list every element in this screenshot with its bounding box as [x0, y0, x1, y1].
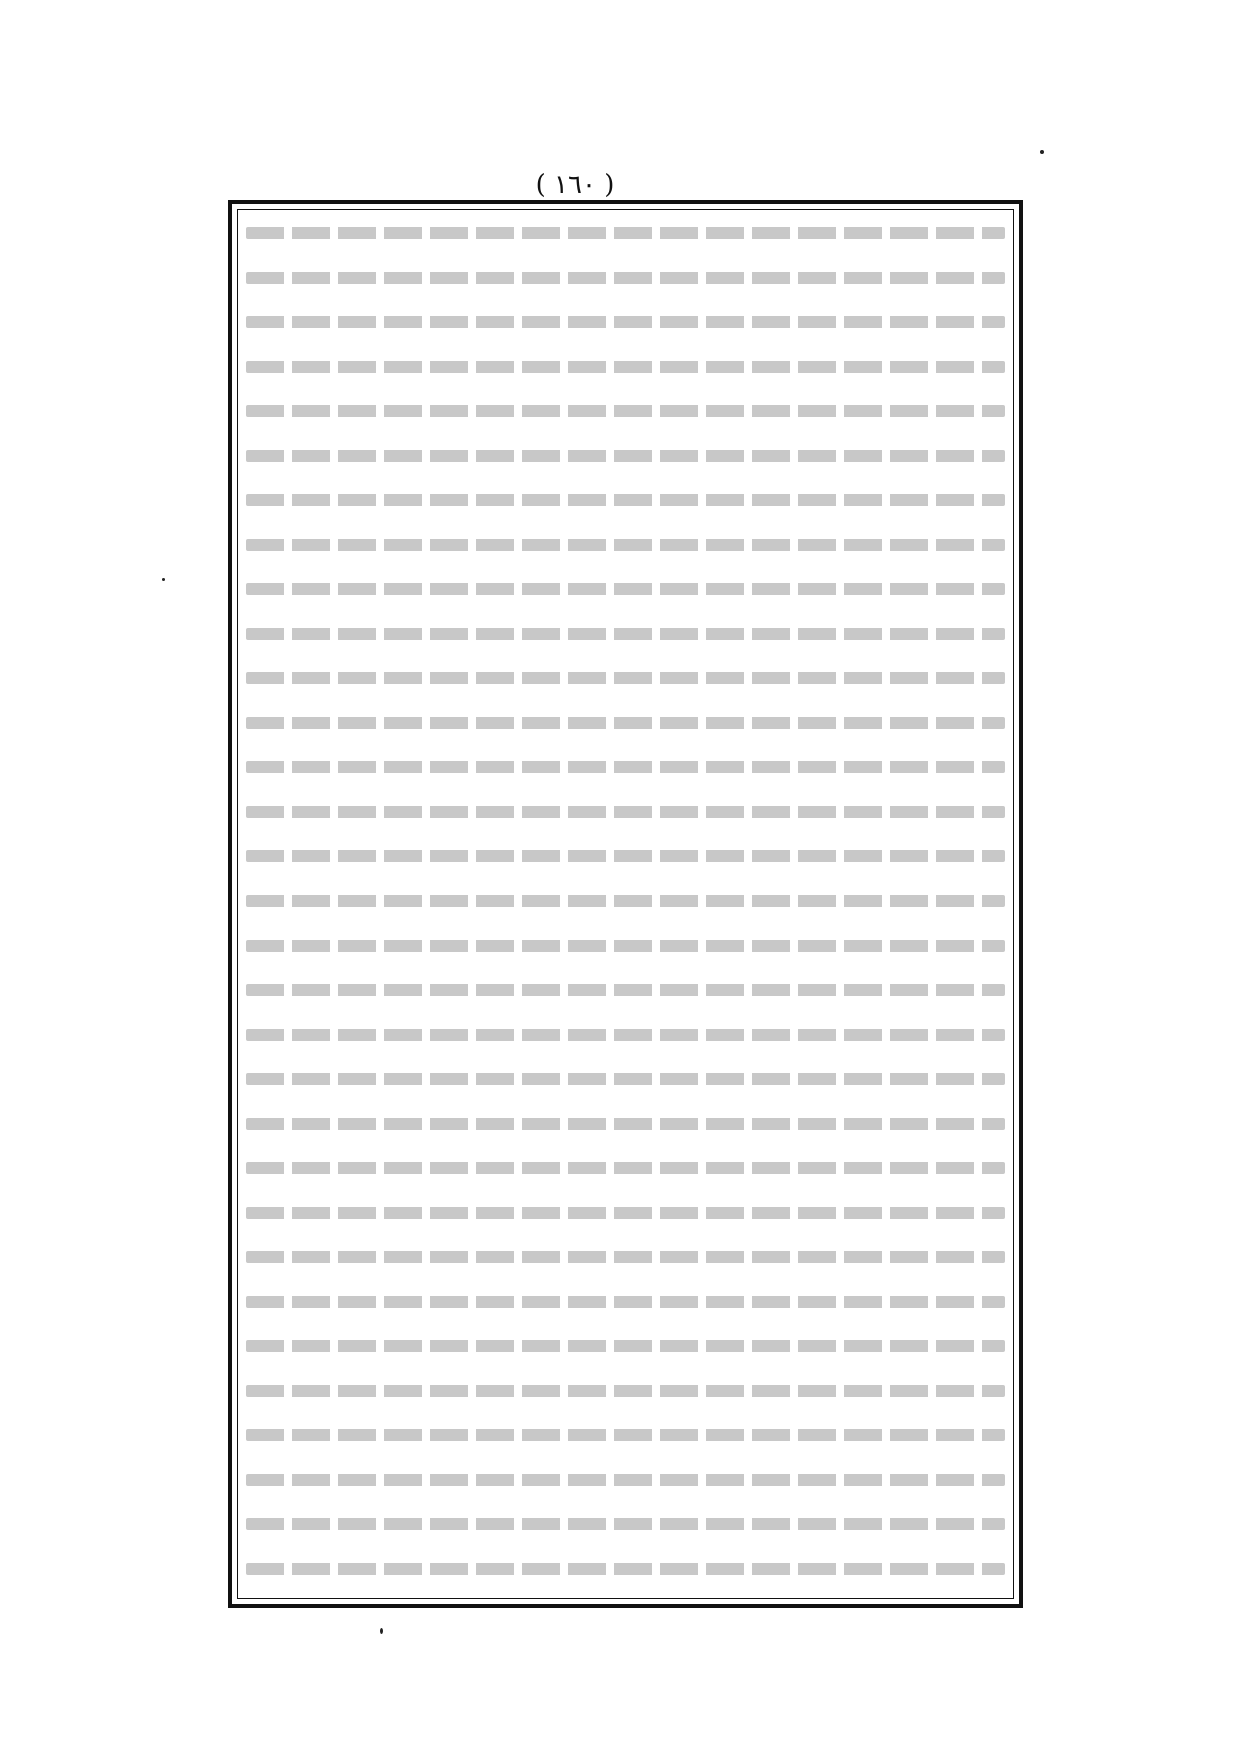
text-line: [246, 530, 1005, 560]
text-line: [246, 619, 1005, 649]
illegible-line-placeholder: [246, 1385, 1005, 1397]
illegible-line-placeholder: [246, 628, 1005, 640]
illegible-line-placeholder: [246, 850, 1005, 862]
text-line: [246, 352, 1005, 382]
illegible-line-placeholder: [246, 539, 1005, 551]
text-line: [246, 663, 1005, 693]
text-line: [246, 708, 1005, 738]
illegible-line-placeholder: [246, 272, 1005, 284]
illegible-line-placeholder: [246, 984, 1005, 996]
illegible-line-placeholder: [246, 1073, 1005, 1085]
text-line: [246, 1198, 1005, 1228]
illegible-line-placeholder: [246, 1474, 1005, 1486]
stray-mark: [162, 578, 165, 581]
text-line: [246, 975, 1005, 1005]
text-line: [246, 797, 1005, 827]
illegible-line-placeholder: [246, 1118, 1005, 1130]
text-line: [246, 1020, 1005, 1050]
text-line: [246, 307, 1005, 337]
illegible-line-placeholder: [246, 450, 1005, 462]
illegible-line-placeholder: [246, 895, 1005, 907]
text-line: [246, 841, 1005, 871]
illegible-line-placeholder: [246, 1563, 1005, 1575]
illegible-line-placeholder: [246, 1029, 1005, 1041]
text-line: [246, 574, 1005, 604]
text-line: [246, 1064, 1005, 1094]
illegible-line-placeholder: [246, 806, 1005, 818]
illegible-line-placeholder: [246, 1207, 1005, 1219]
body-text: [246, 218, 1005, 1584]
text-line: [246, 1331, 1005, 1361]
illegible-line-placeholder: [246, 1162, 1005, 1174]
illegible-line-placeholder: [246, 1296, 1005, 1308]
text-line: [246, 485, 1005, 515]
text-line: [246, 1242, 1005, 1272]
illegible-line-placeholder: [246, 1429, 1005, 1441]
text-line: [246, 1153, 1005, 1183]
illegible-line-placeholder: [246, 761, 1005, 773]
illegible-line-placeholder: [246, 1251, 1005, 1263]
stray-mark: [1040, 150, 1044, 154]
illegible-line-placeholder: [246, 940, 1005, 952]
text-line: [246, 752, 1005, 782]
illegible-line-placeholder: [246, 405, 1005, 417]
text-line: [246, 263, 1005, 293]
page-number: ( ١٦٠ ): [535, 170, 615, 200]
text-line: [246, 441, 1005, 471]
illegible-line-placeholder: [246, 672, 1005, 684]
illegible-line-placeholder: [246, 1340, 1005, 1352]
text-line: [246, 886, 1005, 916]
text-line: [246, 1109, 1005, 1139]
page-frame: [228, 200, 1023, 1608]
text-line: [246, 1465, 1005, 1495]
text-line: [246, 931, 1005, 961]
text-line: [246, 1509, 1005, 1539]
stray-mark: [380, 1628, 383, 1634]
illegible-line-placeholder: [246, 494, 1005, 506]
text-line: [246, 1376, 1005, 1406]
text-line: [246, 1420, 1005, 1450]
illegible-line-placeholder: [246, 361, 1005, 373]
text-line: [246, 1287, 1005, 1317]
illegible-line-placeholder: [246, 316, 1005, 328]
text-line: [246, 218, 1005, 248]
illegible-line-placeholder: [246, 717, 1005, 729]
illegible-line-placeholder: [246, 227, 1005, 239]
illegible-line-placeholder: [246, 1518, 1005, 1530]
text-line: [246, 1554, 1005, 1584]
text-line: [246, 396, 1005, 426]
illegible-line-placeholder: [246, 583, 1005, 595]
